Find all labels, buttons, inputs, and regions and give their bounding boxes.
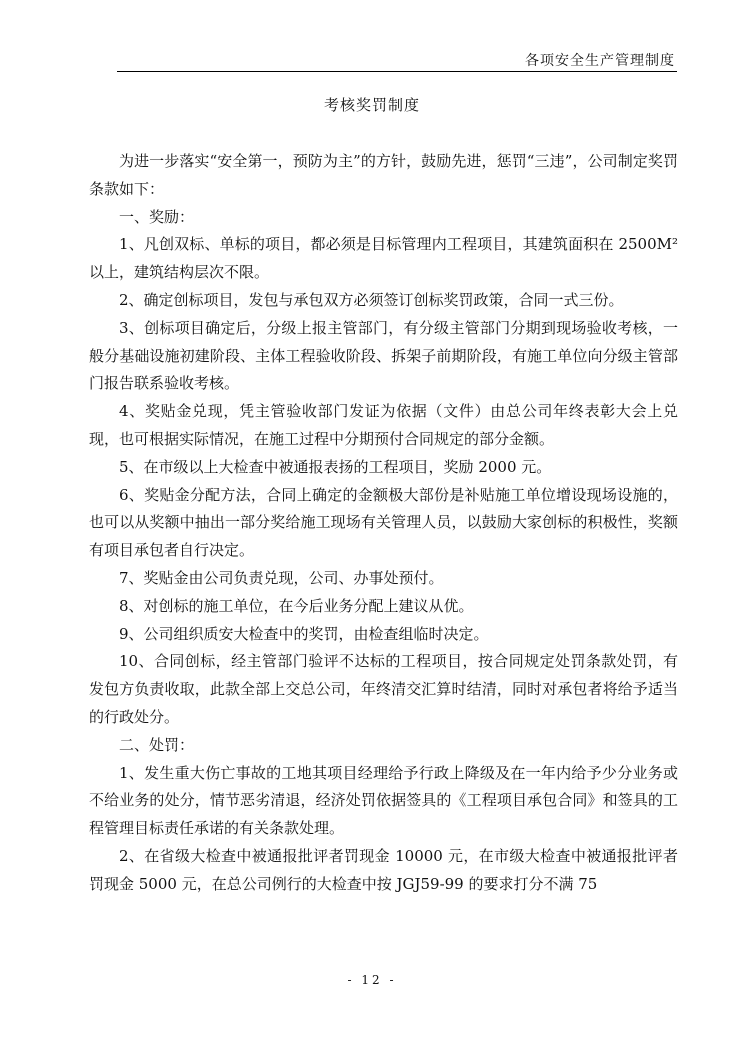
reward-item-4: 4、奖贴金兑现，凭主管验收部门发证为依据（文件）由总公司年终表彰大会上兑现，也可根据实际情况，在施工过程中分期预付合同规定的部分金额。 <box>89 402 678 448</box>
penalty-item-2: 2、在省级大检查中被通报批评者罚现金 10000 元，在市级大检查中被通报批评者罚现金 5000 元，在总公司例行的大检查中按 JGJ59-99 的要求打分不满 75 <box>89 846 678 893</box>
reward-item-8: 8、对创标的施工单位，在今后业务分配上建议从优。 <box>119 596 474 615</box>
running-title: 各项安全生产管理制度 <box>525 53 675 69</box>
page-header <box>117 44 677 72</box>
paragraph-intro: 为进一步落实“安全第一，预防为主”的方针，鼓励先进，惩罚“三违”，公司制定奖罚条款如下： <box>89 152 678 198</box>
document-title: 考核奖罚制度 <box>323 96 420 114</box>
reward-item-7: 7、奖贴金由公司负责兑现，公司、办事处预付。 <box>119 568 444 587</box>
reward-item-1: 1、凡创双标、单标的项目，都必须是目标管理内工程项目，其建筑面积在 2500M² 以上，建筑结构层次不限。 <box>89 235 678 282</box>
reward-item-6: 6、奖贴金分配方法，合同上确定的金额极大部份是补贴施工单位增设现场设施的，也可以从奖额中抽出一部分奖给施工现场有关管理人员，以鼓励大家创标的积极性，奖额有项目承包者自行决定。 <box>89 485 678 560</box>
reward-item-10: 10、合同创标，经主管部门验评不达标的工程项目，按合同规定处罚条款处罚，有发包方负责收取，此款全部上交总公司，年终清交汇算时结清，同时对承包者将给予适当的行政处分。 <box>89 652 678 726</box>
page-number: - 12 - <box>347 973 397 987</box>
reward-item-5: 5、在市级以上大检查中被通报表扬的工程项目，奖励 2000 元。 <box>119 457 552 476</box>
penalty-item-1: 1、发生重大伤亡事故的工地其项目经理给予行政上降级及在一年内给予少分业务或不给业务的处分，情节恶劣清退，经济处罚依据签具的《工程项目承包合同》和签具的工程管理目标责任承诺的有关条款处理。 <box>89 763 678 838</box>
section-heading-penalties: 二、处罚： <box>119 735 195 754</box>
reward-item-9: 9、公司组织质安大检查中的奖罚，由检查组临时决定。 <box>119 624 489 643</box>
section-heading-rewards: 一、奖励： <box>119 207 195 226</box>
reward-item-2: 2、确定创标项目，发包与承包双方必须签订创标奖罚政策，合同一式三份。 <box>119 290 624 309</box>
document-body <box>89 148 678 899</box>
reward-item-3: 3、创标项目确定后，分级上报主管部门，有分级主管部门分期到现场验收考核，一般分基础设施初建阶段、主体工程验收阶段、拆架子前期阶段，有施工单位向分级主管部门报告联系验收考核。 <box>89 318 678 393</box>
